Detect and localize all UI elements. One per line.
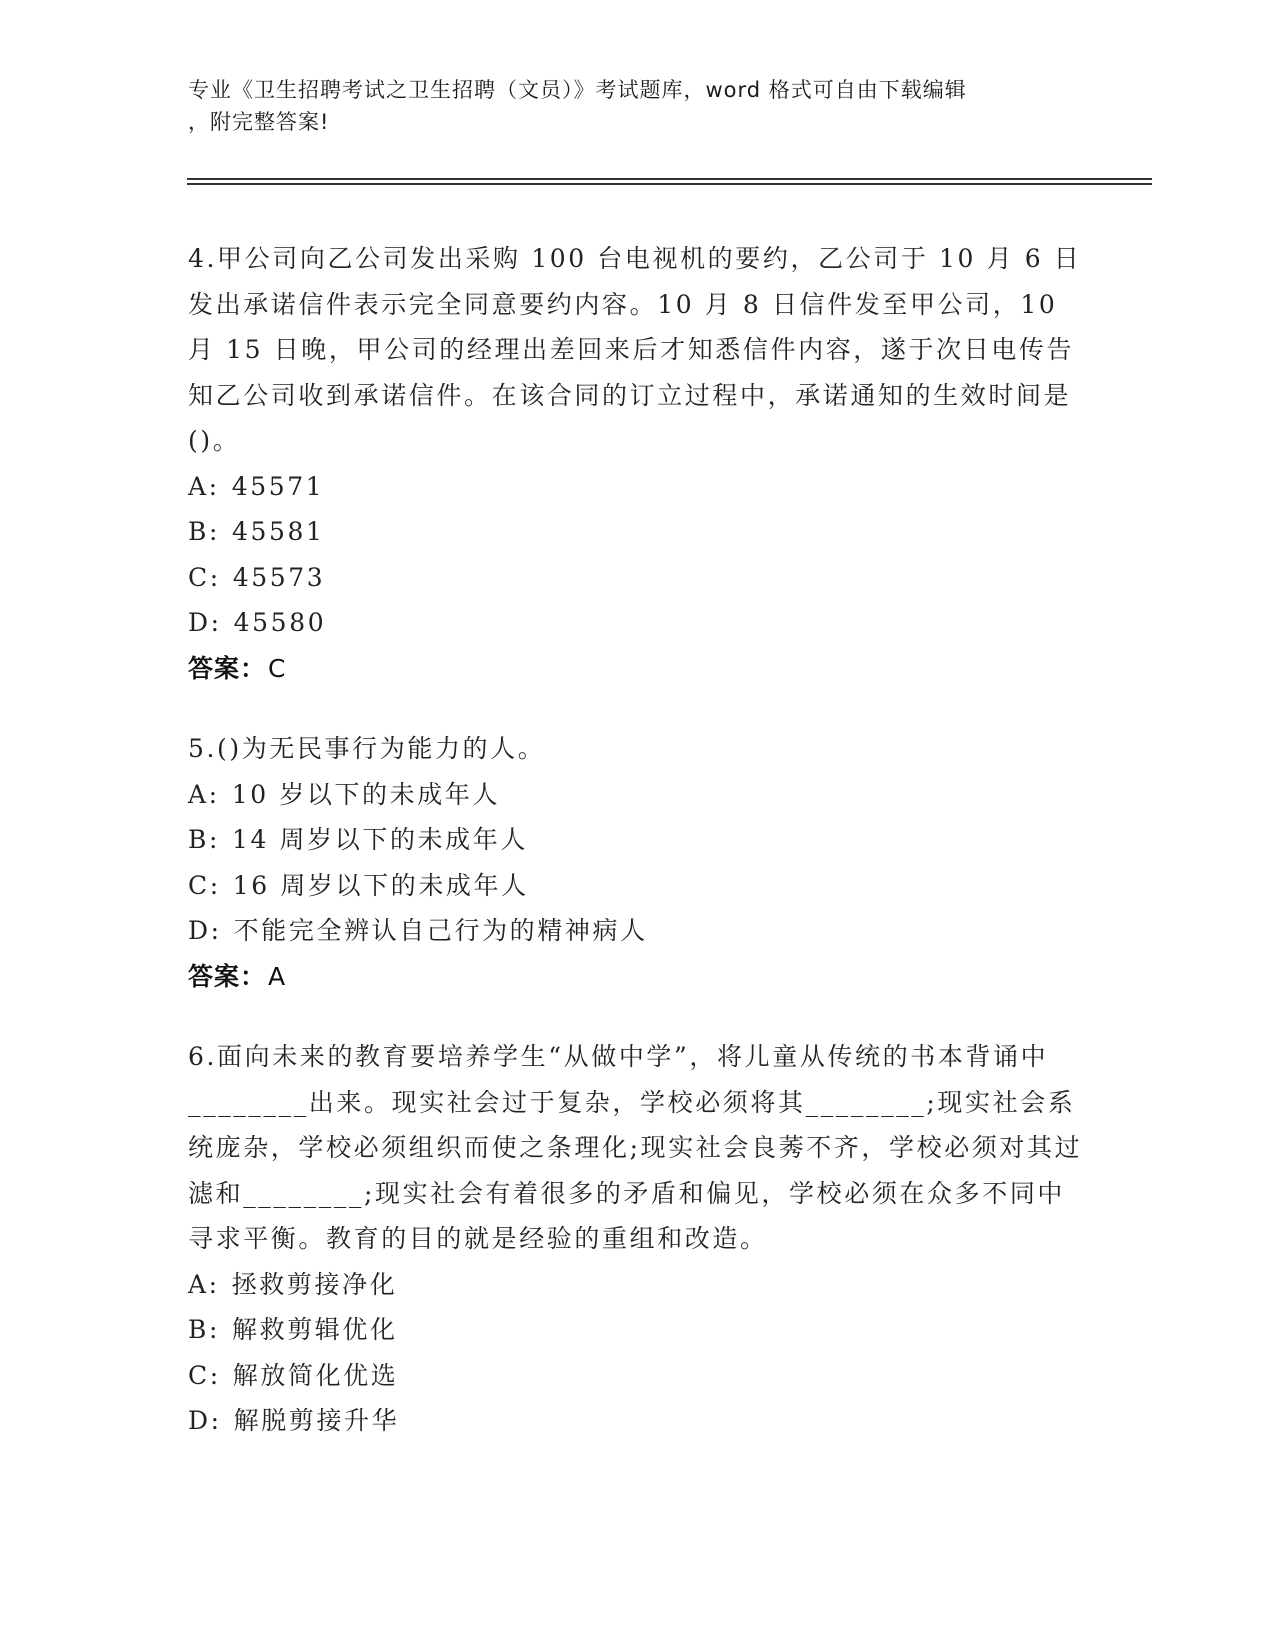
option-letter: D: [188, 1406, 222, 1435]
option-d [188, 1398, 1088, 1444]
option-letter: B: [188, 825, 220, 854]
option-letter: B: [188, 517, 220, 546]
option-letter: A: [188, 779, 220, 809]
option-letter: D: [188, 608, 222, 637]
option-letter: D: [188, 916, 222, 945]
question-5 [188, 726, 1088, 999]
header-line-2: ，附完整答案! [188, 110, 330, 134]
question-list [188, 236, 1088, 1479]
answer-value: A [268, 961, 287, 991]
option-letter: C: [188, 870, 221, 900]
option-letter: A: [188, 471, 220, 501]
option-c [188, 863, 1088, 909]
option-text: 解救剪辑优化 [232, 1315, 398, 1344]
option-b [188, 509, 1088, 555]
option-c [188, 1353, 1088, 1399]
option-a [188, 772, 1088, 818]
option-text: 45581 [232, 517, 325, 546]
option-a [188, 464, 1088, 510]
option-b [188, 817, 1088, 863]
option-a [188, 1262, 1088, 1308]
header-divider-top [187, 178, 1152, 180]
option-text: 拯救剪接净化 [231, 1269, 398, 1299]
question-6 [188, 1034, 1088, 1444]
option-text: 不能完全辨认自己行为的精神病人 [233, 916, 648, 945]
option-text: 14 周岁以下的未成年人 [232, 825, 528, 854]
option-text: 45573 [232, 562, 326, 592]
option-letter: C: [188, 562, 221, 592]
answer-label: 答案： [188, 961, 267, 991]
option-text: 45571 [231, 471, 325, 501]
answer-value: C [268, 653, 287, 683]
answer-label: 答案： [188, 653, 267, 683]
option-text: 10 岁以下的未成年人 [231, 779, 501, 809]
question-4 [188, 236, 1088, 691]
question-stem: 5.()为无民事行为能力的人。 [188, 734, 546, 763]
option-d [188, 600, 1088, 646]
answer-line [188, 954, 1088, 1000]
answer-line [188, 646, 1088, 692]
option-c [188, 555, 1088, 601]
option-text: 解放简化优选 [232, 1360, 399, 1390]
option-letter: C: [188, 1360, 221, 1390]
option-letter: A: [188, 1269, 220, 1299]
option-d [188, 908, 1088, 954]
option-b [188, 1307, 1088, 1353]
question-stem: 4.甲公司向乙公司发出采购 100 台电视机的要约，乙公司于 10 月 6 日发出承诺信件表示完全同意要约内容。10 月 8 日信件发至甲公司，10 月 15 日晚，甲公司的经理出差回来后才知悉信件内容，遂于次日电传告知乙公司收到承诺信件。在该合同的订立过程中，承诺通知的生效时间是()。 [188, 244, 1082, 455]
option-text: 解脱剪接升华 [233, 1406, 400, 1435]
document-header [188, 74, 1068, 138]
header-divider-bottom [187, 183, 1152, 185]
option-text: 45580 [233, 608, 327, 637]
option-text: 16 周岁以下的未成年人 [232, 870, 529, 900]
header-line-1: 专业《卫生招聘考试之卫生招聘（文员）》考试题库，word 格式可自由下载编辑 [188, 78, 967, 102]
option-letter: B: [188, 1315, 220, 1344]
question-stem: 6.面向未来的教育要培养学生“从做中学”，将儿童从传统的书本背诵中________出来。现实社会过于复杂，学校必须将其________;现实社会系统庞杂，学校必须组织而使之条理化;现实社会良莠不齐，学校必须对其过滤和________;现实社会有着很多的矛盾和偏见，学校必须在众多不同中寻求平衡。教育的目的就是经验的重组和改造。 [188, 1042, 1083, 1253]
